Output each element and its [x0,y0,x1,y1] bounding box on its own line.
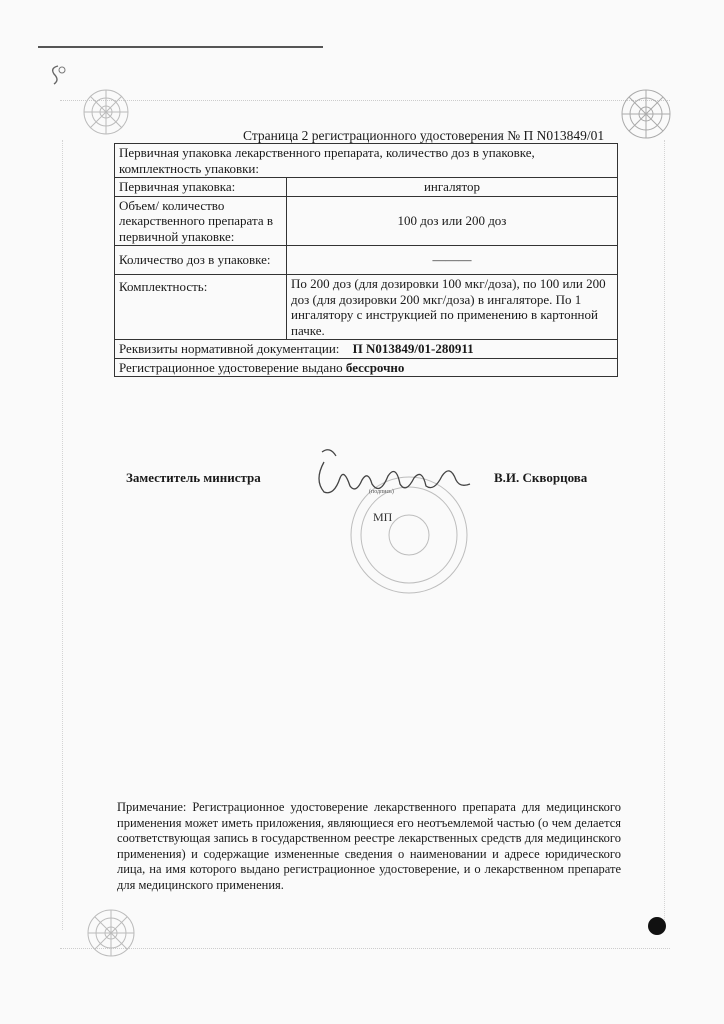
dose-count-label: Количество доз в упаковке: [115,246,287,275]
rosette-bottom-left-icon [82,904,140,962]
corner-mark-icon [44,60,74,90]
frame-border-right [664,140,666,930]
issued-label: Регистрационное удостоверение выдано [119,359,343,375]
table-row [115,358,618,377]
signatory-name: В.И. Скворцова [494,470,588,485]
norm-doc-value: П N013849/01-280911 [352,341,474,356]
dose-count-value: ——— [287,246,618,275]
completeness-label: Комплектность: [115,275,287,340]
frame-border-top [60,100,670,102]
signature-caption: (подпись) [369,489,394,495]
table-row [115,144,618,178]
page-header: Страница 2 регистрационного удостоверения № П N013849/01 [243,128,605,143]
norm-doc-row [115,340,618,359]
primary-package-value: ингалятор [287,178,618,197]
frame-border-left [62,140,64,930]
table-row [115,275,618,340]
rosette-top-right-icon [616,84,676,144]
issued-row [115,358,618,377]
seal-label: МП [373,510,393,524]
section-title: Первичная упаковка лекарственного препарата, количество доз в упаковке, комплектность упаковки: [115,144,618,178]
volume-value: 100 доз или 200 доз [287,196,618,246]
signature-icon [310,440,480,510]
signatory-position: Заместитель министра [126,470,261,485]
table-row [115,196,618,246]
table-row [115,340,618,359]
issued-value: бессрочно [345,359,405,375]
norm-doc-label: Реквизиты нормативной документации: [119,341,340,356]
rosette-top-left-icon [78,84,134,140]
black-dot-mark [648,917,666,935]
table-row [115,178,618,197]
registration-table [114,143,618,377]
volume-label: Объем/ количество лекарственного препарата в первичной упаковке: [115,196,287,246]
note-paragraph: Примечание: Регистрационное удостоверение лекарственного препарата для медицинского применения может иметь приложения, являющиеся его неотъемлемой частью (о чем делается соответствующая запись в государственном реестре лекарственных средств для медицинского применения) и содержащие измененные сведения о наименовании и адресе юридического лица, на имя которого выдано регистрационное удостоверение, и о лекарственном препарате для медицинского применения. [117,800,621,892]
frame-border-bottom [60,948,670,950]
completeness-value: По 200 доз (для дозировки 100 мкг/доза), по 100 или 200 доз (для дозировки 200 мкг/доза) в ингаляторе. По 1 ингалятору с инструкцией по применению в картонной пачке. [287,275,618,340]
table-row [115,246,618,275]
top-rule [38,46,323,48]
primary-package-label: Первичная упаковка: [115,178,287,197]
